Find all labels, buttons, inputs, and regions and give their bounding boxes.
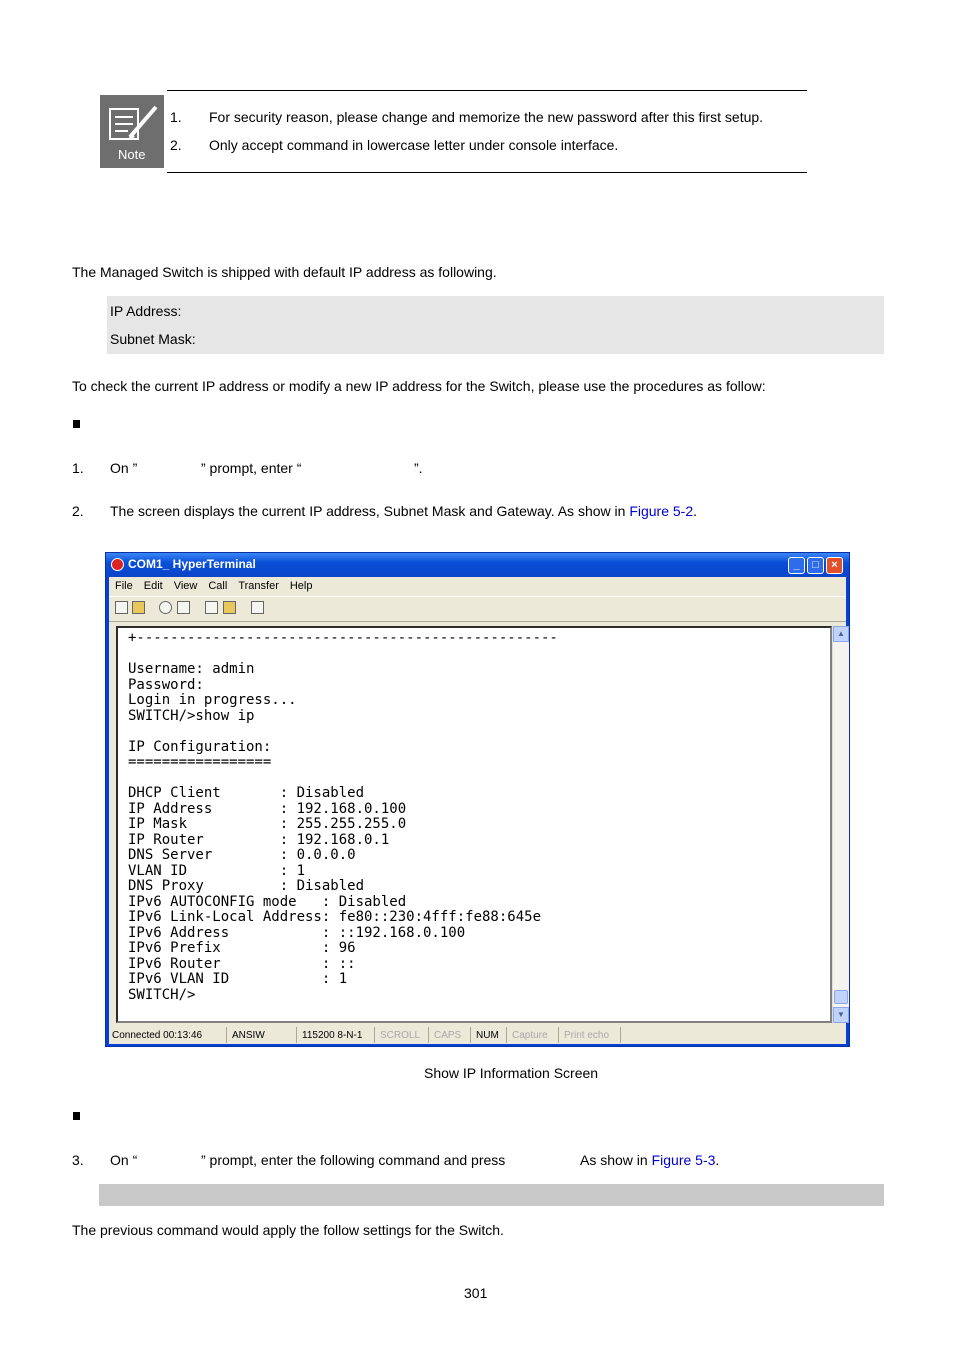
page-number: 301 (464, 1285, 488, 1301)
menu-file[interactable]: File (115, 580, 133, 592)
menu-transfer[interactable]: Transfer (238, 580, 279, 592)
step-1-part-a: On ” (110, 460, 138, 476)
menu-view[interactable]: View (173, 580, 198, 592)
status-bar (109, 1027, 846, 1044)
app-icon (111, 558, 124, 571)
terminal-line (128, 771, 828, 787)
step-2-body: The screen displays the current IP address, Subnet Mask and Gateway. As show in (110, 503, 630, 519)
ip-address-label: IP Address: (110, 303, 182, 319)
terminal-line: Login in progress... (128, 692, 297, 708)
step-1-part-c: ”. (414, 460, 423, 476)
note-item-1-num: 1. (170, 109, 182, 125)
window-client (109, 577, 846, 1044)
new-icon[interactable] (115, 601, 128, 614)
terminal-line: +-------------------------------------------------- (128, 630, 558, 646)
terminal-line: IPv6 Prefix : 96 (128, 940, 356, 956)
properties-icon[interactable] (251, 601, 264, 614)
terminal-line: SWITCH/> (128, 986, 196, 1003)
note-item-2-text: Only accept command in lowercase letter under console interface. (209, 137, 619, 153)
step-1-num: 1. (72, 460, 84, 476)
disconnect-icon[interactable] (177, 601, 190, 614)
terminal-line: Password: (128, 676, 204, 693)
figure-caption: Show IP Information Screen (424, 1065, 599, 1081)
intro-paragraph: The Managed Switch is shipped with default IP address as following. (72, 264, 497, 280)
menu-help[interactable]: Help (289, 580, 313, 592)
figure-5-3-link[interactable]: Figure 5-3 (651, 1152, 716, 1168)
close-button[interactable]: × (826, 557, 843, 574)
menu-bar (109, 577, 846, 595)
status-port: 115200 8-N-1 (299, 1027, 375, 1043)
follow-paragraph: The previous command would apply the follow settings for the Switch. (72, 1222, 504, 1238)
menu-edit[interactable]: Edit (143, 580, 163, 592)
scroll-thumb[interactable] (834, 990, 848, 1004)
terminal-line: Username: admin (128, 661, 255, 677)
bullet-square-2 (73, 1112, 80, 1120)
terminal-line: IPv6 AUTOCONFIG mode : Disabled (128, 893, 407, 910)
terminal-area[interactable] (116, 626, 832, 1023)
status-connected: Connected 00:13:46 (109, 1027, 227, 1043)
terminal-line: IPv6 Router : :: (128, 955, 356, 972)
step-1-part-b: ” prompt, enter “ (201, 460, 302, 476)
scroll-down-button[interactable]: ▼ (833, 1007, 849, 1023)
vertical-scrollbar[interactable] (832, 626, 849, 1023)
step-2-end: . (693, 503, 698, 519)
command-bar (99, 1184, 884, 1206)
subnet-mask-label: Subnet Mask: (110, 331, 196, 347)
note-item-2-num: 2. (170, 137, 182, 153)
step-3-as-show: As show in (580, 1152, 652, 1168)
status-emulation: ANSIW (229, 1027, 297, 1043)
status-capture: Capture (509, 1027, 559, 1043)
terminal-line: IP Mask : 255.255.255.0 (128, 816, 407, 832)
terminal-line: IPv6 Link-Local Address: fe80::230:4fff:fe88:645e (128, 909, 542, 925)
menu-call[interactable]: Call (208, 580, 228, 592)
terminal-line: IPv6 VLAN ID : 1 (128, 971, 348, 987)
note-top-rule (167, 90, 807, 91)
default-ip-box (107, 296, 884, 354)
step-3-part-a: On “ (110, 1152, 138, 1168)
note-icon (100, 95, 164, 168)
scroll-up-button[interactable]: ▲ (833, 626, 849, 642)
terminal-output (128, 631, 828, 1003)
terminal-line: IP Router : 192.168.0.1 (128, 831, 390, 848)
terminal-line: IP Configuration: (128, 738, 272, 755)
status-print-echo: Print echo (561, 1027, 621, 1043)
minimize-button[interactable]: _ (788, 557, 805, 574)
step-3-part-c (580, 1151, 719, 1169)
terminal-line: DNS Proxy : Disabled (128, 878, 365, 894)
figure-5-2-link[interactable]: Figure 5-2 (629, 503, 694, 519)
send-icon[interactable] (205, 601, 218, 614)
terminal-line: VLAN ID : 1 (128, 862, 306, 879)
status-caps: CAPS (431, 1027, 471, 1043)
toolbar (109, 596, 846, 622)
step-3-part-b: ” prompt, enter the following command and press (201, 1152, 506, 1168)
receive-icon[interactable] (223, 601, 236, 614)
window-title: COM1_ HyperTerminal (128, 557, 256, 571)
maximize-button[interactable]: □ (807, 557, 824, 574)
open-icon[interactable] (132, 601, 145, 614)
terminal-line: DHCP Client : Disabled (128, 785, 365, 801)
window-titlebar[interactable] (106, 553, 849, 577)
step-2-num: 2. (72, 503, 84, 519)
terminal-line: DNS Server : 0.0.0.0 (128, 847, 356, 863)
status-scroll: SCROLL (377, 1027, 429, 1043)
note-bottom-rule (167, 172, 807, 173)
terminal-line: SWITCH/>show ip (128, 707, 255, 724)
note-item-1-text: For security reason, please change and memorize the new password after this first setup. (209, 109, 764, 125)
connect-icon[interactable] (159, 601, 172, 614)
note-icon-label: Note (118, 147, 146, 162)
terminal-line: IP Address : 192.168.0.100 (128, 800, 407, 817)
terminal-line: ================= (128, 754, 272, 770)
hyperterminal-window (105, 552, 850, 1047)
terminal-line: IPv6 Address : ::192.168.0.100 (128, 924, 466, 941)
step-3-end: . (715, 1152, 720, 1168)
bullet-square-1 (73, 420, 80, 428)
terminal-line (128, 647, 828, 663)
terminal-line (128, 724, 828, 740)
step-2-text (110, 502, 697, 520)
status-num: NUM (473, 1027, 507, 1043)
procedure-intro: To check the current IP address or modify a new IP address for the Switch, please use the procedures as follow: (72, 378, 766, 394)
step-3-num: 3. (72, 1152, 84, 1168)
